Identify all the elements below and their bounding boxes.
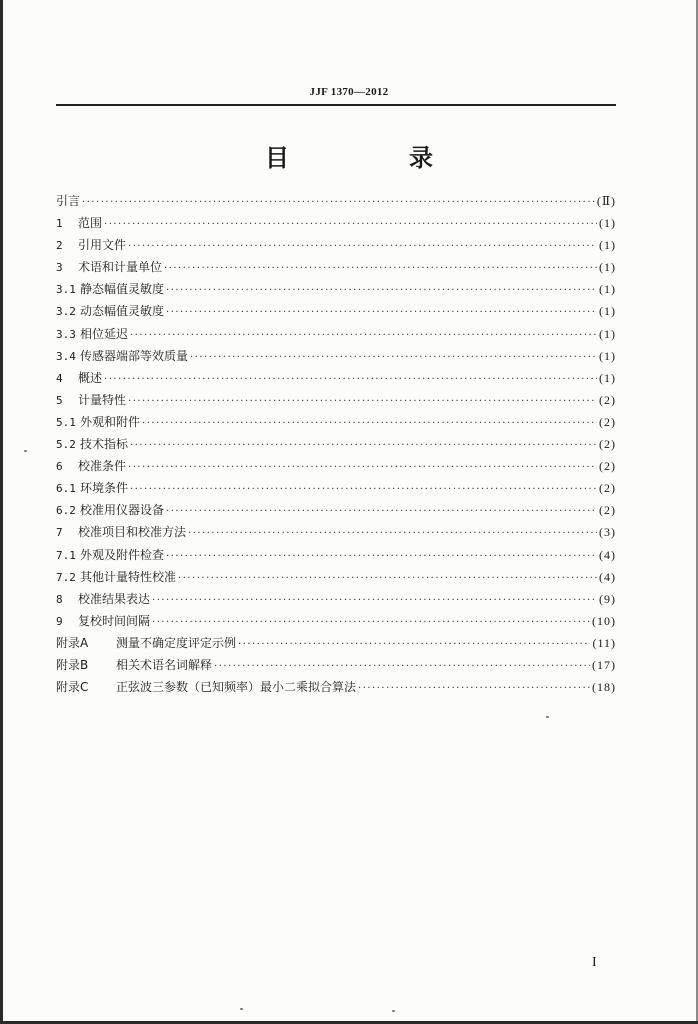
toc-entry-page: (2) — [599, 481, 616, 496]
toc-entry-label: 引用文件 — [78, 238, 127, 253]
toc-entry-number: 7.2 — [56, 570, 76, 584]
toc-dot-leader — [238, 634, 590, 656]
toc-entry — [56, 632, 616, 654]
toc-entry-label: 术语和计量单位 — [78, 260, 163, 275]
toc-entry-label: 动态幅值灵敏度 — [80, 304, 165, 319]
toc-entry-label: 测量不确定度评定示例 — [116, 635, 237, 650]
toc-entry — [56, 566, 616, 588]
toc-dot-leader — [104, 214, 597, 236]
toc-entry-label: 环境条件 — [80, 481, 129, 496]
header-rule — [56, 104, 616, 106]
toc-dot-leader — [188, 523, 597, 545]
toc-entry-page: (1) — [599, 260, 616, 275]
toc-entry-label: 校准条件 — [78, 459, 127, 474]
toc-entry-number: 5.1 — [56, 415, 76, 429]
toc-entry-number: 3.1 — [56, 283, 76, 297]
toc-entry-page: (1) — [599, 304, 616, 319]
toc-entry-page: (18) — [592, 680, 616, 695]
toc-entry-number: 6.1 — [56, 482, 76, 496]
toc-entry-page: (1) — [599, 282, 616, 297]
toc-entry — [56, 389, 616, 411]
toc-dot-leader — [128, 236, 597, 258]
toc-dot-leader — [128, 391, 597, 413]
toc-dot-leader — [142, 413, 597, 435]
toc-entry-label: 校准用仪器设备 — [80, 503, 165, 518]
scan-speck — [240, 1008, 243, 1010]
toc-entry — [56, 521, 616, 543]
toc-entry-label: 复校时间间隔 — [78, 613, 151, 628]
table-of-contents — [56, 190, 616, 698]
toc-dot-leader — [358, 678, 590, 700]
toc-entry — [56, 300, 616, 322]
toc-entry — [56, 345, 616, 367]
toc-entry-number: 3.4 — [56, 349, 76, 363]
toc-entry-page: (2) — [599, 414, 616, 429]
toc-entry-page: (4) — [599, 569, 616, 584]
toc-dot-leader — [166, 501, 597, 523]
toc-entry — [56, 588, 616, 610]
toc-entry-page: (4) — [599, 547, 616, 562]
toc-entry — [56, 433, 616, 455]
toc-entry-page: (1) — [599, 326, 616, 341]
toc-dot-leader — [130, 435, 597, 457]
page-number: I — [592, 955, 597, 970]
toc-entry-label: 相关术语名词解释 — [116, 657, 213, 672]
toc-entry-label: 校准结果表达 — [78, 591, 151, 606]
toc-entry-label: 技术指标 — [80, 437, 129, 452]
standard-code: JJF 1370—2012 — [309, 86, 389, 98]
toc-entry-label: 相位延迟 — [80, 326, 129, 341]
toc-dot-leader — [178, 568, 597, 590]
toc-entry-number: 3.3 — [56, 327, 76, 341]
toc-entry-number: 附录C — [56, 680, 89, 695]
toc-entry-label: 计量特性 — [78, 392, 127, 407]
toc-entry-page: (2) — [599, 503, 616, 518]
toc-entry-number: 8 — [56, 592, 63, 606]
toc-dot-leader — [152, 612, 590, 634]
toc-dot-leader — [166, 280, 597, 302]
toc-entry-page: (2) — [599, 437, 616, 452]
toc-entry — [56, 190, 616, 212]
toc-entry-page: (17) — [592, 657, 616, 672]
toc-entry-number: 附录A — [56, 635, 89, 650]
toc-dot-leader — [164, 258, 597, 280]
scan-speck — [546, 716, 549, 718]
toc-entry-label: 传感器端部等效质量 — [80, 348, 189, 363]
toc-entry-number: 5.2 — [56, 438, 76, 452]
toc-entry-label: 静态幅值灵敏度 — [80, 282, 165, 297]
toc-entry-label: 范围 — [78, 216, 103, 231]
toc-entry-page: (1) — [599, 238, 616, 253]
toc-entry — [56, 455, 616, 477]
toc-dot-leader — [82, 192, 595, 214]
toc-dot-leader — [128, 457, 597, 479]
toc-entry — [56, 367, 616, 389]
toc-entry — [56, 256, 616, 278]
toc-dot-leader — [130, 479, 597, 501]
toc-entry — [56, 411, 616, 433]
toc-entry-number: 7 — [56, 526, 63, 540]
toc-entry — [56, 676, 616, 698]
toc-entry — [56, 544, 616, 566]
toc-entry-label: 外观及附件检查 — [80, 547, 165, 562]
toc-dot-leader — [214, 656, 590, 678]
toc-entry — [56, 477, 616, 499]
toc-entry-number: 3 — [56, 261, 63, 275]
toc-entry-page: (1) — [599, 370, 616, 385]
toc-dot-leader — [104, 369, 597, 391]
toc-title: 目 录 — [265, 144, 481, 172]
toc-entry — [56, 499, 616, 521]
toc-entry — [56, 234, 616, 256]
toc-entry — [56, 610, 616, 632]
scan-speck — [24, 450, 27, 452]
toc-entry-page: (2) — [599, 392, 616, 407]
toc-dot-leader — [152, 590, 597, 612]
toc-entry-page: (1) — [599, 348, 616, 363]
toc-entry — [56, 654, 616, 676]
toc-entry-page: (11) — [592, 635, 616, 650]
toc-entry-number: 6 — [56, 460, 63, 474]
toc-entry-label: 校准项目和校准方法 — [78, 525, 187, 540]
toc-entry-page: (3) — [599, 525, 616, 540]
toc-entry-label: 概述 — [78, 370, 103, 385]
toc-entry-page: (9) — [599, 591, 616, 606]
toc-entry-number: 9 — [56, 614, 63, 628]
toc-entry-number: 7.1 — [56, 548, 76, 562]
toc-entry — [56, 323, 616, 345]
toc-entry-number: 2 — [56, 239, 63, 253]
toc-entry-label: 引言 — [56, 194, 81, 208]
toc-entry — [56, 278, 616, 300]
toc-dot-leader — [166, 302, 597, 324]
toc-entry-number: 4 — [56, 371, 63, 385]
toc-entry-number: 6.2 — [56, 504, 76, 518]
toc-entry-page: (2) — [599, 459, 616, 474]
toc-entry-page: (10) — [592, 613, 616, 628]
toc-entry-page: (1) — [599, 216, 616, 231]
toc-dot-leader — [190, 347, 597, 369]
toc-entry-page: (Ⅱ) — [596, 194, 616, 208]
toc-entry — [56, 212, 616, 234]
toc-entry-number: 3.2 — [56, 305, 76, 319]
toc-dot-leader — [166, 546, 597, 568]
toc-entry-label: 外观和附件 — [80, 414, 141, 429]
toc-entry-number: 5 — [56, 393, 63, 407]
toc-entry-label: 其他计量特性校准 — [80, 569, 177, 584]
toc-dot-leader — [130, 325, 597, 347]
toc-entry-number: 1 — [56, 217, 63, 231]
toc-entry-number: 附录B — [56, 657, 89, 672]
scan-speck — [392, 1010, 395, 1012]
toc-entry-label: 正弦波三参数（已知频率）最小二乘拟合算法 — [116, 680, 357, 695]
